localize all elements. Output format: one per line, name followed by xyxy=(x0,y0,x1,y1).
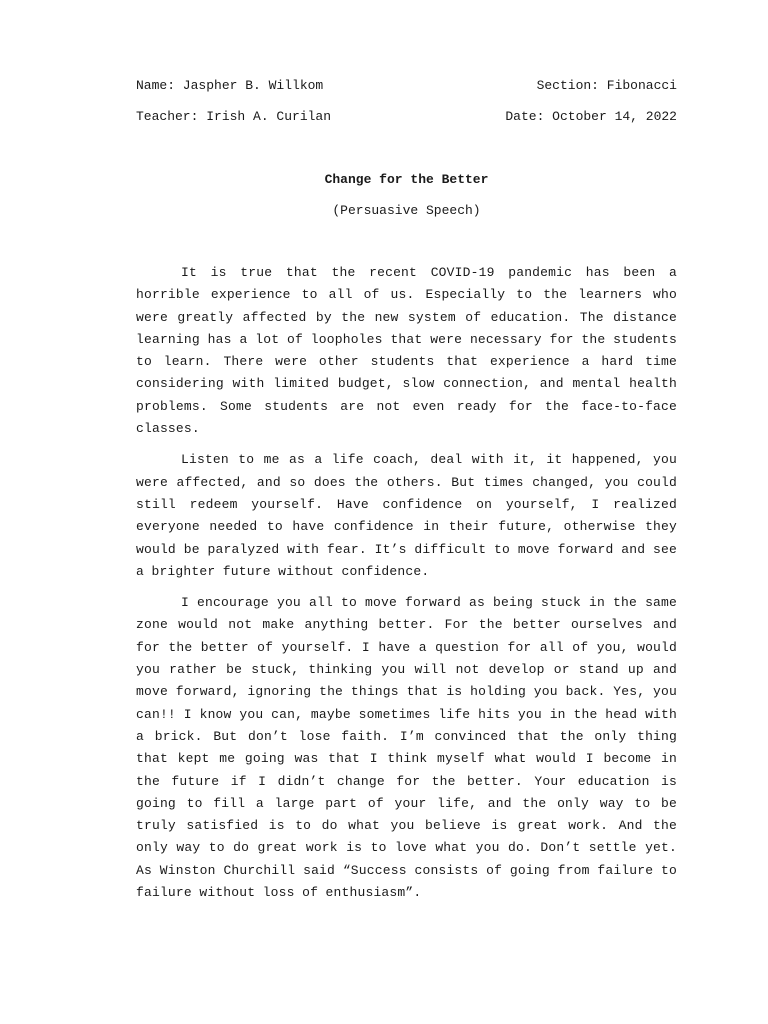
speech-body xyxy=(136,262,677,913)
paragraph: Listen to me as a life coach, deal with it, it happened, you were affected, and so does the others. But times changed, you could still redeem yourself. Have confidence on yourself, I realized everyone needed to have confidence in their future, otherwise they would be paralyzed with fear. It’s difficult to move forward and see a brighter future without confidence. xyxy=(136,452,677,579)
header-row-teacher-date xyxy=(136,108,677,126)
student-name: Name: Jaspher B. Willkom xyxy=(136,78,324,93)
paragraph: It is true that the recent COVID-19 pandemic has been a horrible experience to all of us. Especially to the learners who were greatly affected by the new system of education. The distance learning has a lot of loopholes that were necessary for the students to learn. There were other students that experience a hard time considering with limited budget, slow connection, and mental health problems. Some students are not even ready for the face-to-face classes. xyxy=(136,265,677,437)
teacher-name: Teacher: Irish A. Curilan xyxy=(136,109,332,124)
header-row-name-section xyxy=(136,77,677,95)
section-label: Section: Fibonacci xyxy=(536,78,677,93)
document-subtitle: (Persuasive Speech) xyxy=(332,203,481,218)
date-label: Date: October 14, 2022 xyxy=(505,109,677,124)
document-title: Change for the Better xyxy=(324,172,489,187)
paragraph: I encourage you all to move forward as being stuck in the same zone would not make anything better. For the better ourselves and for the better of yourself. I have a question for all of you, would you rather be stuck, thinking you will not develop or stand up and move forward, ignoring the things that is holding you back. Yes, you can!! I know you can, maybe sometimes life hits you in the head with a brick. But don’t lose faith. I’m convinced that the only thing that kept me going was that I think myself what would I become in the future if I didn’t change for the better. Your education is going to fill a large part of your life, and the only way to be truly satisfied is to do what you believe is great work. And the only way to do great work is to love what you do. Don’t settle yet. As Winston Churchill said “Success consists of going from failure to failure without loss of enthusiasm”. xyxy=(136,595,677,901)
